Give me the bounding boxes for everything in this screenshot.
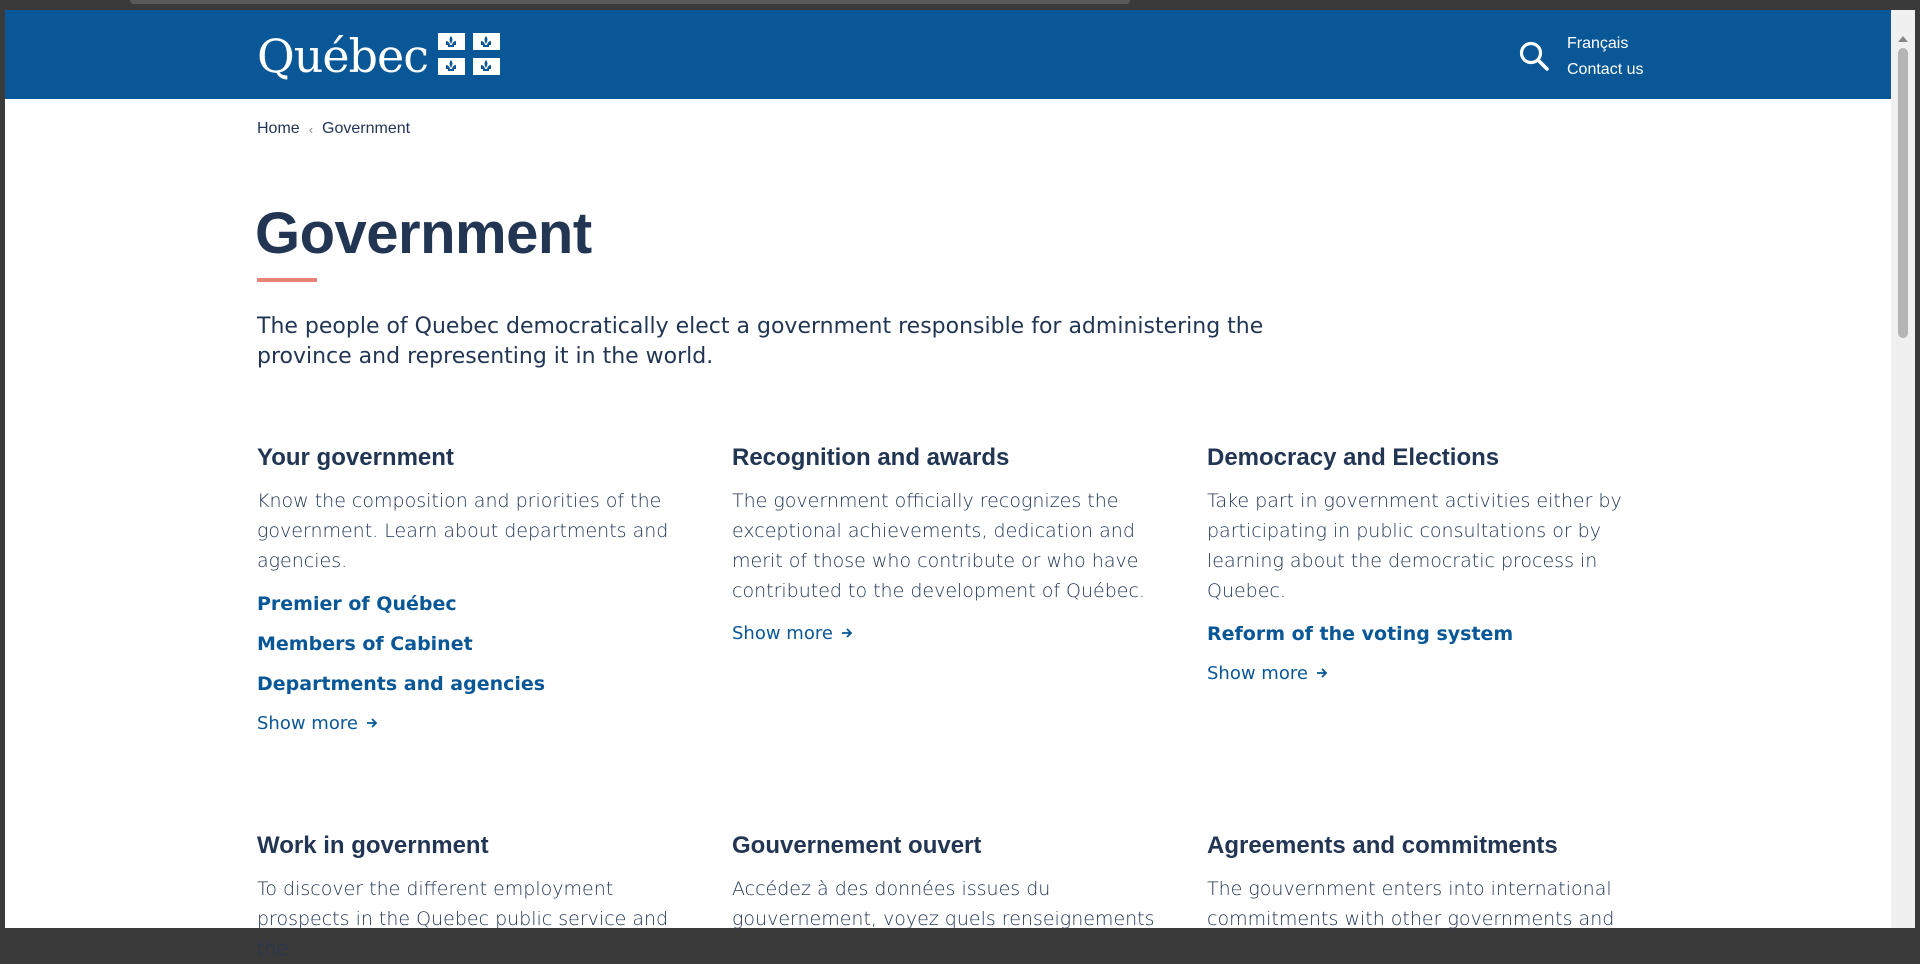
section-links — [257, 592, 697, 696]
scrollbar-thumb[interactable] — [1898, 48, 1908, 338]
header-links — [1567, 31, 1643, 83]
page-title: Government — [255, 201, 592, 266]
section-description: To discover the different employment prospects in the Quebec public service and the — [257, 878, 669, 960]
section-links — [1207, 622, 1647, 646]
arrow-right-icon — [366, 712, 378, 736]
section-title: Your government — [257, 444, 454, 471]
show-more-label: Show more — [257, 713, 358, 734]
link-reform-of-voting-system[interactable]: Reform of the voting system — [1207, 623, 1514, 645]
search-icon — [1516, 38, 1552, 74]
section-description: Accédez à des données issues du gouvernement, voyez quels renseignements — [732, 878, 1155, 930]
browser-viewport — [5, 10, 1896, 960]
link-members-of-cabinet[interactable]: Members of Cabinet — [257, 633, 473, 655]
page-intro: The people of Quebec democratically elect a government responsible for administering the province and representing it in the world. — [257, 314, 1264, 369]
quebec-logo[interactable] — [257, 28, 500, 84]
show-more-label: Show more — [732, 623, 833, 644]
contact-link[interactable]: Contact us — [1567, 61, 1644, 78]
language-link[interactable]: Français — [1567, 35, 1629, 52]
section-work-in-government — [257, 830, 697, 964]
arrow-right-icon — [1316, 662, 1328, 686]
browser-top-strip — [0, 0, 1920, 10]
browser-tab-edge — [130, 0, 1130, 4]
show-more-link[interactable] — [257, 712, 378, 736]
section-your-government — [257, 442, 697, 736]
section-title: Agreements and commitments — [1207, 832, 1558, 859]
chevron-left-icon: ‹ — [308, 121, 314, 137]
section-recognition-and-awards — [732, 442, 1172, 646]
section-title: Work in government — [257, 832, 489, 859]
breadcrumb-home[interactable]: Home — [257, 120, 300, 137]
show-more-link[interactable] — [732, 622, 853, 646]
section-title: Gouvernement ouvert — [732, 832, 982, 859]
window-right-edge — [1915, 0, 1920, 928]
section-description: The gouvernment enters into international commitments with other governments and — [1207, 878, 1615, 930]
title-underline — [257, 278, 317, 282]
link-premier[interactable]: Premier of Québec — [257, 593, 457, 615]
fleur-de-lis-flag-icon — [438, 33, 500, 79]
show-more-link[interactable] — [1207, 662, 1328, 686]
breadcrumb-current: Government — [322, 120, 411, 137]
section-gouvernement-ouvert — [732, 830, 1172, 934]
search-button[interactable] — [1516, 38, 1552, 74]
site-header — [5, 10, 1896, 99]
section-title: Democracy and Elections — [1207, 444, 1500, 471]
link-departments-and-agencies[interactable]: Departments and agencies — [257, 673, 546, 695]
section-description: Know the composition and priorities of the government. Learn about departments and agencies. — [257, 490, 669, 572]
section-description: The government officially recognizes the exceptional achievements, dedication and merit of those who contribute or who have contributed to the development of Québec. — [732, 490, 1145, 602]
vertical-scrollbar[interactable] — [1891, 10, 1915, 928]
logo-wordmark: Québec — [257, 29, 428, 83]
section-title: Recognition and awards — [732, 444, 1010, 471]
arrow-right-icon — [841, 622, 853, 646]
section-democracy-and-elections — [1207, 442, 1647, 686]
section-agreements-and-commitments — [1207, 830, 1647, 934]
show-more-label: Show more — [1207, 663, 1308, 684]
section-description: Take part in government activities either by participating in public consultations or by learning about the democratic process in Quebec. — [1207, 490, 1622, 602]
scroll-up-arrow-icon[interactable] — [1898, 36, 1908, 42]
breadcrumb — [257, 120, 410, 138]
